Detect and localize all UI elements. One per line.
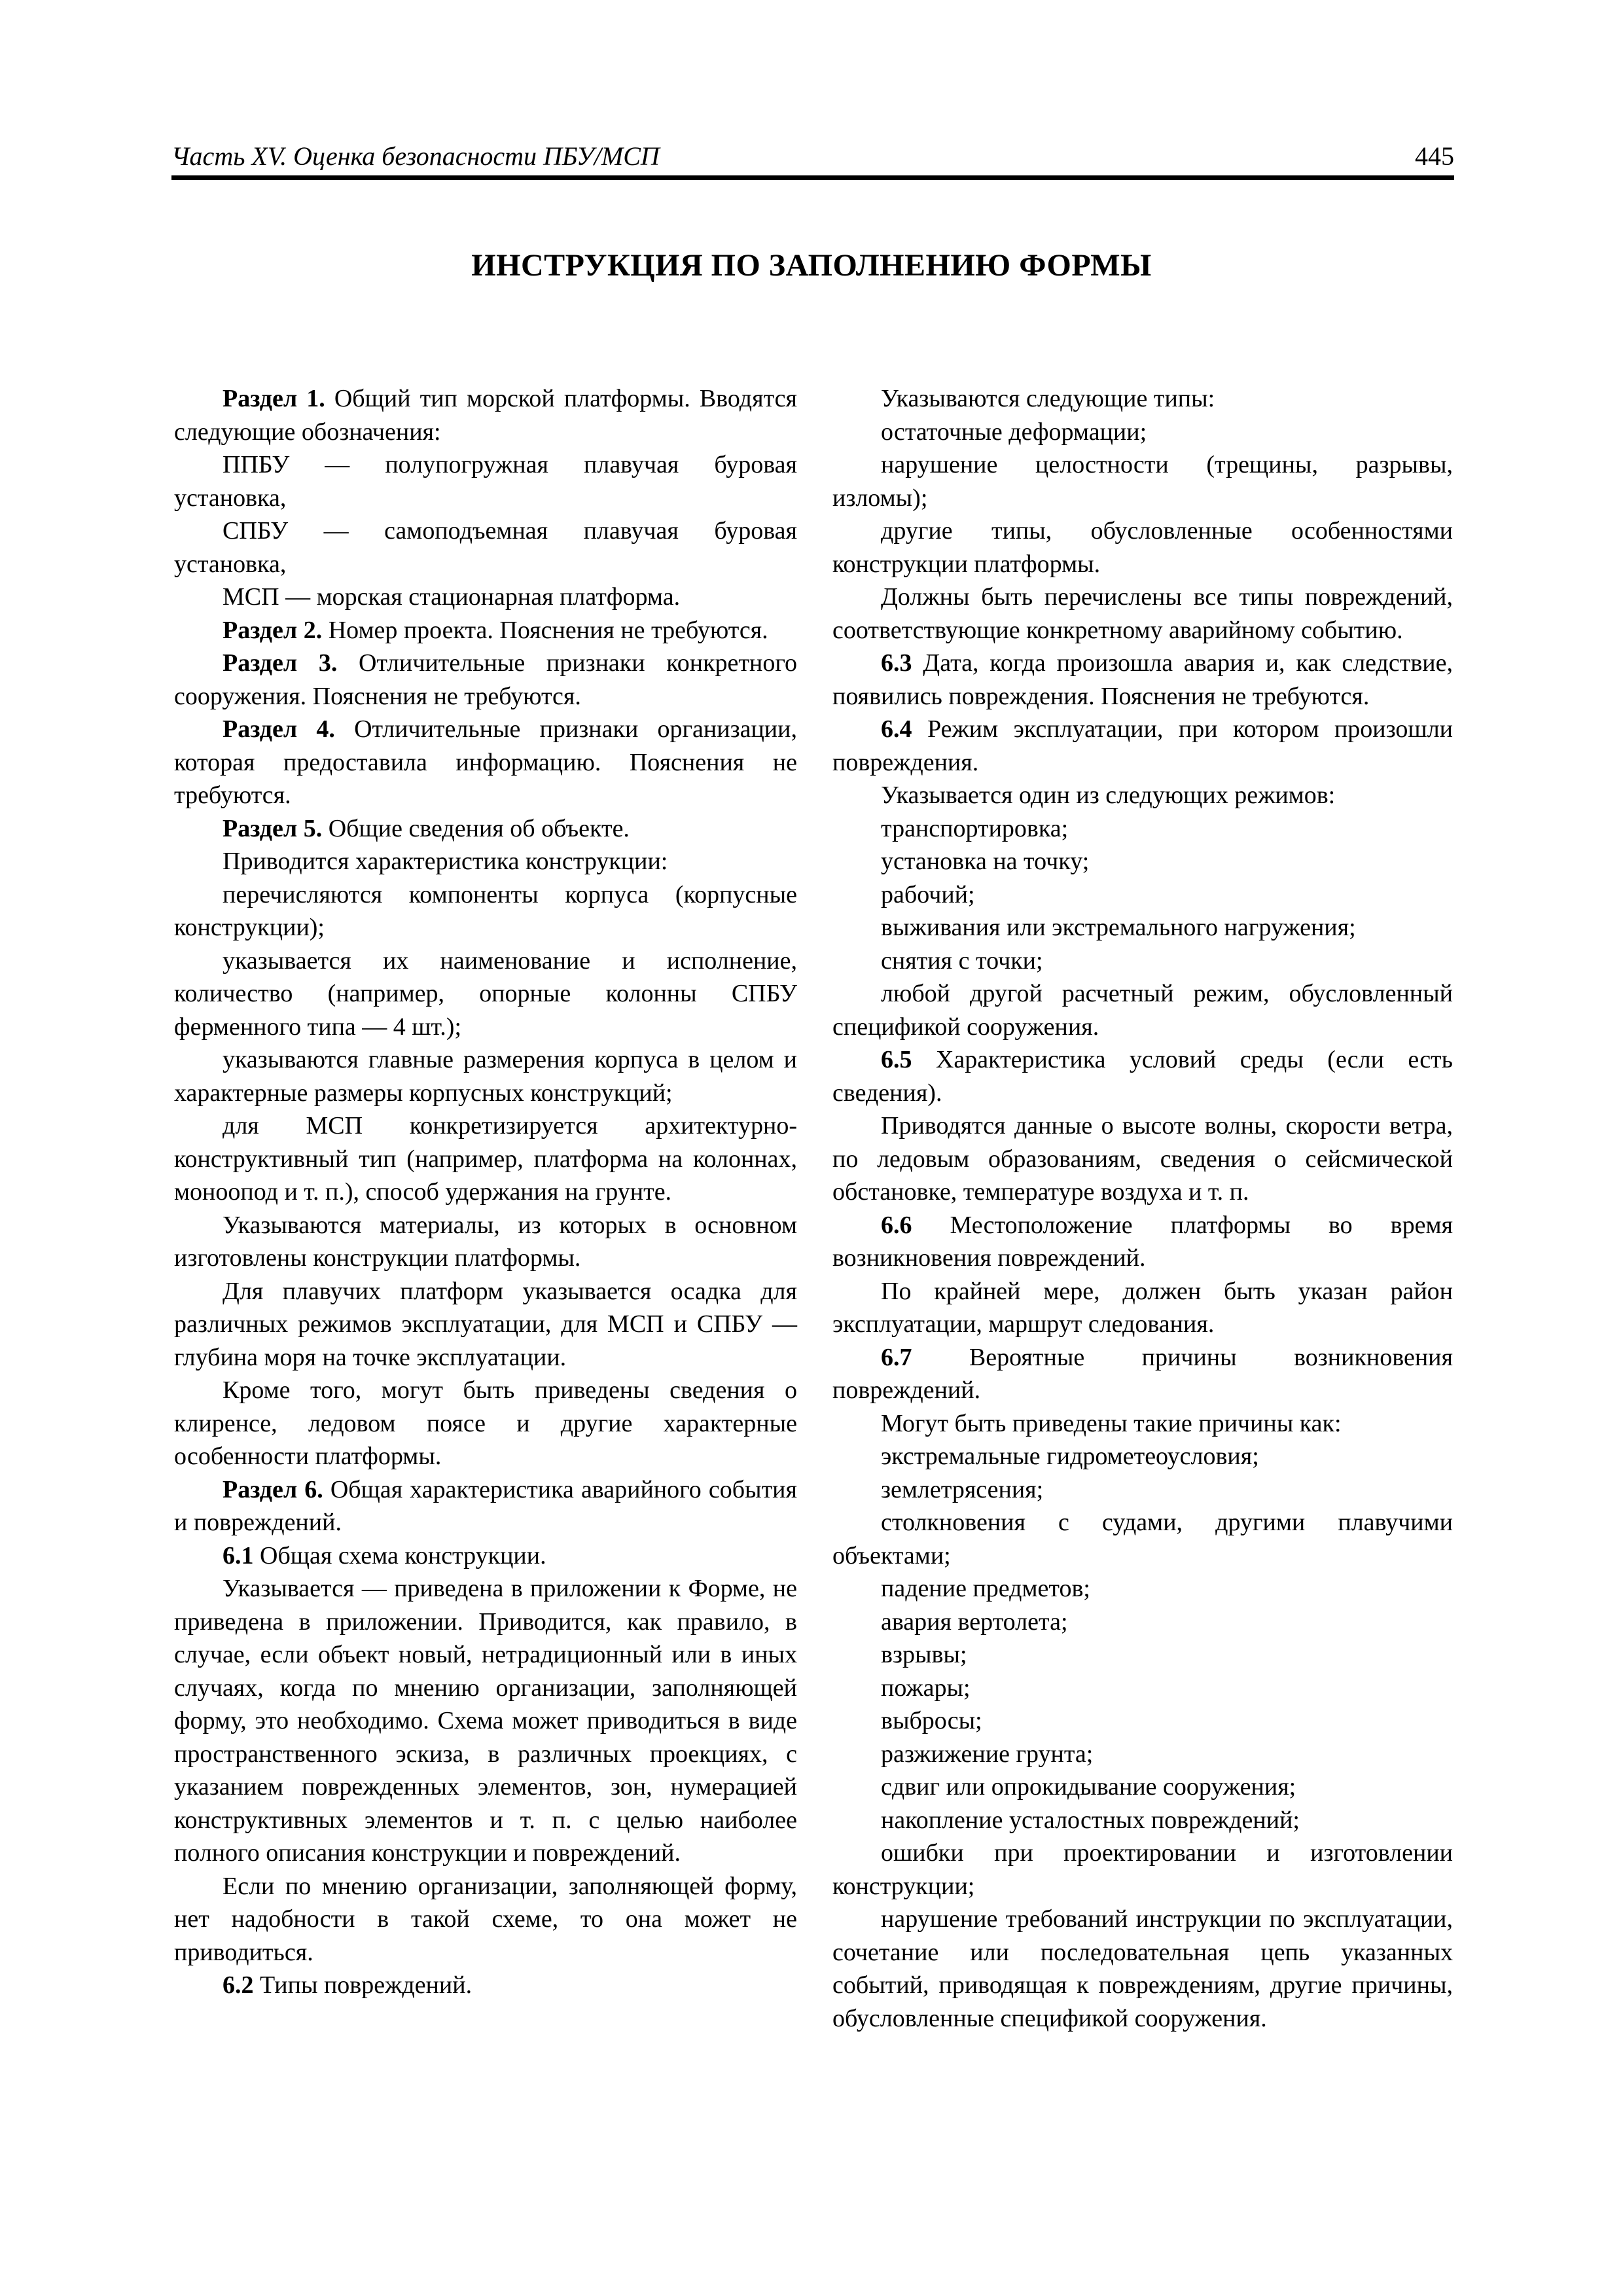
paragraph	[832, 448, 1453, 514]
paragraph-text: пожары;	[881, 1674, 971, 1702]
paragraph-text: Указывается — приведена в приложении к Форме, не приведена в приложении. Приводится, как правило, в случае, если объект новый, нетрадиционный или в иных случаях, когда по мнению организации, заполняющей форму, это необходимо. Схема может приводиться в виде пространственного эскиза, в различных проекциях, с указанием поврежденных элементов, зон, нумерацией конструктивных элементов и т. п. с целью наиболее полного описания конструкции и повреждений.	[174, 1575, 797, 1867]
paragraph-text: ошибки при проектировании и изготовлении конструкции;	[832, 1839, 1453, 1900]
paragraph	[174, 614, 797, 647]
paragraph-text: сдвиг или опрокидывание сооружения;	[881, 1773, 1296, 1801]
paragraph-lead: Раздел 6.	[223, 1475, 323, 1503]
paragraph-text: столкновения с судами, другими плавучими объектами;	[832, 1509, 1453, 1570]
paragraph	[832, 1275, 1453, 1341]
paragraph	[832, 1440, 1453, 1473]
paragraph-text: ППБУ — полупогружная плавучая буровая установка,	[174, 451, 797, 512]
paragraph	[832, 1672, 1453, 1705]
paragraph	[174, 1572, 797, 1870]
paragraph	[832, 944, 1453, 978]
paragraph-text: накопление усталостных повреждений;	[881, 1806, 1300, 1834]
paragraph	[832, 1770, 1453, 1804]
paragraph	[174, 514, 797, 581]
paragraph	[832, 1638, 1453, 1672]
paragraph-lead: 6.6	[881, 1211, 912, 1239]
paragraph-text: Если по мнению организации, заполняющей форму, нет надобности в такой схеме, то она может не приводиться.	[174, 1872, 797, 1966]
paragraph	[832, 1209, 1453, 1275]
paragraph	[174, 845, 797, 878]
paragraph	[832, 1109, 1453, 1209]
paragraph	[174, 1969, 797, 2002]
paragraph	[832, 878, 1453, 912]
paragraph-text: взрывы;	[881, 1641, 967, 1668]
paragraph-text: Номер проекта. Пояснения не требуются.	[322, 616, 768, 644]
left-column	[174, 382, 797, 2002]
paragraph-text: любой другой расчетный режим, обусловленный спецификой сооружения.	[832, 980, 1453, 1041]
paragraph-text: рабочий;	[881, 880, 975, 908]
paragraph-text: Вероятные причины возникновения повреждений.	[832, 1343, 1453, 1404]
paragraph	[174, 448, 797, 514]
paragraph-lead: Раздел 1.	[223, 385, 325, 412]
paragraph-text: Режим эксплуатации, при котором произошли повреждения.	[832, 715, 1453, 776]
paragraph-text: нарушение требований инструкции по эксплуатации, сочетание или последовательная цепь указанных событий, приводящая к повреждениям, другие причины, обусловленные спецификой сооружения.	[832, 1905, 1453, 2032]
paragraph-text: Могут быть приведены такие причины как:	[881, 1409, 1342, 1437]
paragraph	[832, 1043, 1453, 1109]
paragraph	[832, 581, 1453, 647]
paragraph-text: авария вертолета;	[881, 1607, 1068, 1636]
paragraph	[832, 911, 1453, 944]
paragraph	[832, 1473, 1453, 1507]
paragraph	[832, 779, 1453, 812]
paragraph-text: указывается их наименование и исполнение, количество (например, опорные колонны СПБУ ферменного типа — 4 шт.);	[174, 946, 797, 1041]
paragraph	[174, 382, 797, 448]
paragraph-text: Дата, когда произошла авария и, как следствие, появились повреждения. Пояснения не требуются.	[832, 649, 1453, 710]
page-number: 445	[1415, 141, 1454, 171]
paragraph-text: СПБУ — самоподъемная плавучая буровая установка,	[174, 517, 797, 578]
paragraph	[174, 1209, 797, 1275]
paragraph-text: разжижение грунта;	[881, 1740, 1094, 1768]
paragraph-lead: 6.5	[881, 1046, 912, 1073]
paragraph	[832, 1572, 1453, 1605]
paragraph	[832, 647, 1453, 713]
paragraph-lead: 6.7	[881, 1343, 912, 1371]
paragraph-text: Характеристика условий среды (если есть сведения).	[832, 1046, 1453, 1107]
paragraph-text: нарушение целостности (трещины, разрывы, изломы);	[832, 451, 1453, 512]
paragraph-lead: 6.1	[223, 1541, 254, 1570]
paragraph-text: снятия с точки;	[881, 946, 1043, 975]
paragraph-text: выживания или экстремального нагружения;	[881, 914, 1356, 941]
paragraph-text: Приводится характеристика конструкции:	[223, 848, 668, 875]
paragraph-text: По крайней мере, должен быть указан район эксплуатации, маршрут следования.	[832, 1277, 1453, 1338]
right-column	[832, 382, 1453, 2035]
paragraph-text: Отличительные признаки организации, которая предоставила информацию. Пояснения не требуются.	[174, 715, 797, 809]
paragraph	[174, 647, 797, 713]
paragraph-lead: Раздел 3.	[223, 649, 338, 677]
paragraph-text: Типы повреждений.	[253, 1971, 473, 1999]
paragraph-text: Указываются материалы, из которых в основном изготовлены конструкции платформы.	[174, 1211, 797, 1272]
paragraph	[832, 977, 1453, 1043]
running-title: Часть XV. Оценка безопасности ПБУ/МСП	[171, 141, 660, 171]
paragraph	[174, 581, 797, 614]
paragraph	[832, 845, 1453, 878]
paragraph-text: Отличительные признаки конкретного сооружения. Пояснения не требуются.	[174, 649, 797, 710]
paragraph	[832, 514, 1453, 581]
paragraph-text: остаточные деформации;	[881, 418, 1147, 446]
paragraph-text: другие типы, обусловленные особенностями конструкции платформы.	[832, 517, 1453, 578]
paragraph-text: установка на точку;	[881, 848, 1090, 875]
paragraph	[174, 1275, 797, 1374]
paragraph-text: Должны быть перечислены все типы повреждений, соответствующие конкретному аварийному событию.	[832, 583, 1453, 644]
paragraph	[174, 1374, 797, 1473]
running-header	[171, 137, 1454, 180]
paragraph	[174, 812, 797, 846]
paragraph-text: Общий тип морской платформы. Вводятся следующие обозначения:	[174, 385, 797, 446]
paragraph-text: транспортировка;	[881, 814, 1069, 842]
paragraph-lead: Раздел 5.	[223, 814, 323, 842]
paragraph-lead: Раздел 2.	[223, 616, 323, 644]
paragraph-text: Общая характеристика аварийного события и повреждений.	[174, 1475, 797, 1536]
paragraph	[174, 1109, 797, 1209]
paragraph-text: Для плавучих платформ указывается осадка для различных режимов эксплуатации, для МСП и СПБУ — глубина моря на точке эксплуатации.	[174, 1277, 797, 1371]
paragraph-text: для МСП конкретизируется архитектурно-конструктивный тип (например, платформа на колоннах, моноопод и т. п.), способ удержания на грунте.	[174, 1112, 797, 1206]
paragraph	[174, 1473, 797, 1539]
paragraph	[832, 1837, 1453, 1903]
paragraph	[832, 1605, 1453, 1639]
paragraph-text: Указываются следующие типы:	[881, 385, 1215, 412]
paragraph	[174, 713, 797, 812]
paragraph-text: Местоположение платформы во время возникновения повреждений.	[832, 1211, 1453, 1272]
paragraph-lead: Раздел 4.	[223, 715, 335, 743]
paragraph-text: Кроме того, могут быть приведены сведения о клиренсе, ледовом поясе и другие характерные особенности платформы.	[174, 1376, 797, 1470]
paragraph-text: падение предметов;	[881, 1575, 1090, 1602]
paragraph-text: землетрясения;	[881, 1475, 1044, 1503]
paragraph-text: МСП — морская стационарная платформа.	[223, 583, 681, 611]
document-title: ИНСТРУКЦИЯ ПО ЗАПОЛНЕНИЮ ФОРМЫ	[471, 248, 1152, 283]
paragraph-text: перечисляются компоненты корпуса (корпусные конструкции);	[174, 880, 797, 941]
paragraph	[174, 878, 797, 944]
paragraph	[832, 1341, 1453, 1407]
paragraph	[832, 1407, 1453, 1441]
paragraph-lead: 6.3	[881, 649, 912, 677]
paragraph	[832, 1738, 1453, 1771]
paragraph-text: Приводятся данные о высоте волны, скорости ветра, по ледовым образованиям, сведения о сейсмической обстановке, температуре воздуха и т. п.	[832, 1112, 1453, 1206]
paragraph	[832, 382, 1453, 416]
paragraph	[174, 944, 797, 1044]
paragraph	[174, 1539, 797, 1573]
paragraph-lead: 6.2	[223, 1971, 254, 1999]
paragraph-text: Общая схема конструкции.	[253, 1541, 546, 1570]
paragraph-text: Общие сведения об объекте.	[322, 814, 630, 842]
paragraph	[832, 416, 1453, 449]
paragraph	[832, 1804, 1453, 1837]
paragraph	[832, 812, 1453, 846]
paragraph-lead: 6.4	[881, 715, 912, 743]
paragraph-text: экстремальные гидрометеоусловия;	[881, 1443, 1259, 1470]
paragraph	[174, 1043, 797, 1109]
paragraph-text: указываются главные размерения корпуса в целом и характерные размеры корпусных конструкций;	[174, 1046, 797, 1107]
paragraph	[174, 1870, 797, 1969]
paragraph-text: выбросы;	[881, 1707, 982, 1734]
paragraph	[832, 1506, 1453, 1572]
paragraph	[832, 1903, 1453, 2035]
paragraph	[832, 713, 1453, 779]
paragraph	[832, 1704, 1453, 1738]
paragraph-text: Указывается один из следующих режимов:	[881, 781, 1336, 809]
